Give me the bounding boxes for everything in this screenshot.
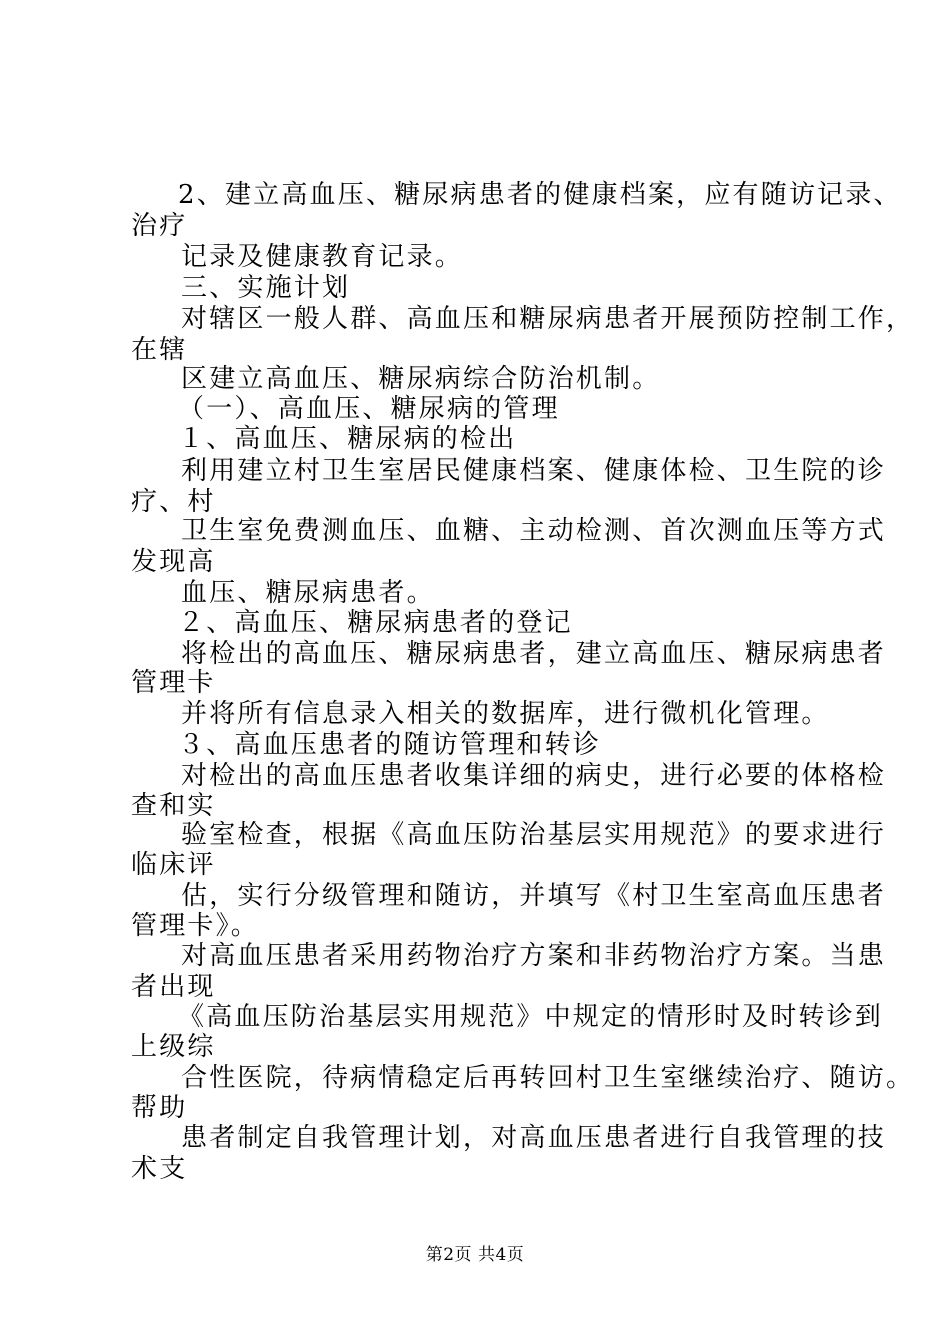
text-line: 《高血压防治基层实用规范》中规定的情形时及时转诊到 <box>178 1002 884 1032</box>
text-line: 三、实施计划 <box>181 273 351 303</box>
text-line: 临床评 <box>131 850 216 880</box>
text-line: 发现高 <box>131 547 216 577</box>
text-line: 帮助 <box>131 1093 188 1123</box>
text-line: 管理卡 <box>131 668 216 698</box>
text-line: 在辖 <box>131 335 188 365</box>
text-line: ３、高血压患者的随访管理和转诊 <box>178 730 602 760</box>
text-line: 对辖区一般人群、高血压和糖尿病患者开展预防控制工作， <box>181 304 915 334</box>
text-line: 验室检查，根据《高血压防治基层实用规范》的要求进行 <box>181 820 887 850</box>
text-line: 利用建立村卫生室居民健康档案、健康体检、卫生院的诊 <box>181 456 887 486</box>
text-line: （一）、高血压、糖尿病的管理 <box>178 394 560 424</box>
text-line: 记录及健康教育记录。 <box>181 242 464 272</box>
text-line: 疗、村 <box>131 487 216 517</box>
text-line: 对检出的高血压患者收集详细的病史，进行必要的体格检 <box>181 761 887 791</box>
text-line: 查和实 <box>131 791 216 821</box>
text-line: 将检出的高血压、糖尿病患者，建立高血压、糖尿病患者 <box>181 639 887 669</box>
text-line: 估，实行分级管理和随访，并填写《村卫生室高血压患者 <box>181 881 887 911</box>
text-line: 卫生室免费测血压、血糖、主动检测、首次测血压等方式 <box>181 516 887 546</box>
text-line: 合性医院，待病情稳定后再转回村卫生室继续治疗、随访。 <box>181 1063 915 1093</box>
text-line: 术支 <box>131 1154 188 1184</box>
page-footer <box>0 1244 950 1266</box>
text-line: 者出现 <box>131 972 216 1002</box>
text-line: 治疗 <box>131 211 188 241</box>
text-line: 血压、糖尿病患者。 <box>181 578 435 608</box>
text-line: 管理卡》。 <box>131 911 260 941</box>
text-line: 对高血压患者采用药物治疗方案和非药物治疗方案。当患 <box>181 941 887 971</box>
text-line: 区建立高血压、糖尿病综合防治机制。 <box>181 364 661 394</box>
text-line: 并将所有信息录入相关的数据库，进行微机化管理。 <box>181 699 830 729</box>
text-line: 上级综 <box>131 1032 216 1062</box>
text-line: ２、高血压、糖尿病患者的登记 <box>178 608 573 638</box>
page-number-label: 第2页 共4页 <box>425 1245 525 1265</box>
text-line: 2、建立高血压、糖尿病患者的健康档案，应有随访记录、 <box>178 180 902 210</box>
text-line: １、高血压、糖尿病的检出 <box>178 424 517 454</box>
text-line: 患者制定自我管理计划，对高血压患者进行自我管理的技 <box>181 1123 887 1153</box>
